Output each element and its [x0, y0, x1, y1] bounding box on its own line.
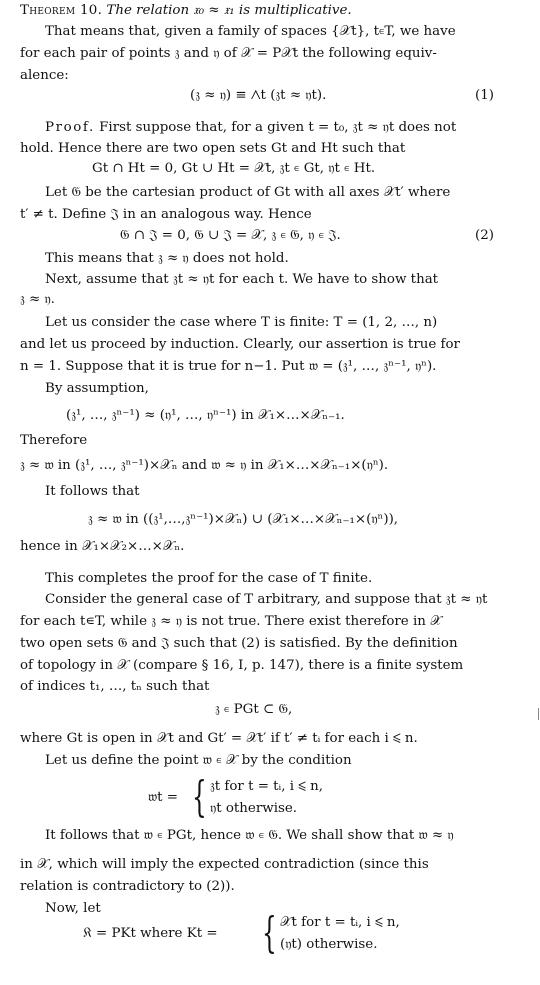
text-line: t′ ≠ t. Define 𝔍 in an analogous way. Hence	[20, 207, 312, 222]
text-line: Let us consider the case where T is finite: T = (1, 2, …, n)	[45, 315, 438, 330]
equation-k-lhs: 𝔎 = PKt where Kt =	[83, 926, 218, 941]
equation-point-case-2: 𝔶t otherwise.	[210, 801, 298, 816]
equation-2: 𝔊 ∩ 𝔍 = 0, 𝔊 ∪ 𝔍 = 𝒳, 𝔷 ∊ 𝔊, 𝔶 ∊ 𝔍.	[120, 228, 341, 243]
text-line: Now, let	[45, 901, 101, 916]
text-line: for each pair of points 𝔷 and 𝔶 of 𝒳 = P𝒳t the following equiv-	[20, 46, 437, 61]
left-brace: {	[192, 772, 207, 821]
text-line: That means that, given a family of spaces {𝒳t}, t∊T, we have	[45, 24, 456, 39]
text-line: where Gt is open in 𝒳t and Gt′ = 𝒳t′ if t′ ≠ tᵢ for each i ⩽ n.	[20, 731, 418, 746]
equation-number: (1)	[475, 88, 494, 103]
equation-assumption: (𝔷¹, …, 𝔷ⁿ⁻¹) ≈ (𝔶¹, …, 𝔶ⁿ⁻¹) in 𝒳₁×…×𝒳ₙ₋₁.	[66, 408, 345, 423]
margin-mark	[538, 708, 539, 720]
text-line: 𝔷 ≈ 𝔶.	[20, 292, 55, 307]
equation-number: (2)	[475, 228, 494, 243]
proof-line	[45, 121, 456, 134]
text-line: two open sets 𝔊 and 𝔍 such that (2) is satisfied. By the definition	[20, 636, 458, 651]
text-line: First suppose that, for a given t = t₀, 𝔷t ≈ 𝔶t does not	[99, 120, 457, 135]
theorem-heading	[20, 4, 352, 17]
text-line: for each t∊T, while 𝔷 ≈ 𝔶 is not true. There exist therefore in 𝒳	[20, 614, 442, 629]
equation-open-sets: Gt ∩ Ht = 0, Gt ∪ Ht = 𝒳t, 𝔷t ∊ Gt, 𝔶t ∊ Ht.	[92, 161, 376, 176]
text-line: relation is contradictory to (2)).	[20, 879, 235, 894]
equation-union: 𝔷 ≈ 𝔴 in ((𝔷¹,…,𝔷ⁿ⁻¹)×𝒳ₙ) ∪ (𝒳₁×…×𝒳ₙ₋₁×(𝔶ⁿ)),	[88, 512, 399, 527]
text-line: in 𝒳, which will imply the expected contradiction (since this	[20, 857, 429, 872]
text-line: Next, assume that 𝔷t ≈ 𝔶t for each t. We have to show that	[45, 272, 439, 287]
text-line: Therefore	[20, 433, 88, 448]
text-line: hence in 𝒳₁×𝒳₂×…×𝒳ₙ.	[20, 539, 185, 554]
theorem-label: Theorem 10.	[20, 3, 103, 18]
text-line: Let 𝔊 be the cartesian product of Gt with all axes 𝒳t′ where	[45, 185, 451, 200]
text-line: It follows that 𝔴 ∊ PGt, hence 𝔴 ∊ 𝔊. We shall show that 𝔴 ≈ 𝔶	[45, 828, 454, 843]
proof-label: Proof.	[45, 120, 95, 135]
text-line: This means that 𝔷 ≈ 𝔶 does not hold.	[45, 251, 289, 266]
equation-therefore: 𝔷 ≈ 𝔴 in (𝔷¹, …, 𝔷ⁿ⁻¹)×𝒳ₙ and 𝔴 ≈ 𝔶 in 𝒳₁×…×𝒳ₙ₋₁×(𝔶ⁿ).	[20, 458, 389, 473]
equation-point-case-1: 𝔷t for t = tᵢ, i ⩽ n,	[210, 779, 323, 794]
equation-product-subset: 𝔷 ∊ PGt ⊂ 𝔊,	[215, 702, 293, 717]
text-line: By assumption,	[45, 381, 149, 396]
theorem-statement: The relation 𝔵₀ ≈ 𝔵₁ is multiplicative.	[106, 3, 352, 18]
text-line: hold. Hence there are two open sets Gt and Ht such that	[20, 141, 406, 156]
text-line: and let us proceed by induction. Clearly, our assertion is true for	[20, 337, 460, 352]
equation-k-case-1: 𝒳t for t = tᵢ, i ⩽ n,	[280, 915, 400, 930]
equation-k-case-2: (𝔶t) otherwise.	[280, 937, 378, 952]
left-brace: {	[262, 908, 277, 957]
text-line: n = 1. Suppose that it is true for n−1. Put 𝔴 = (𝔷¹, …, 𝔷ⁿ⁻¹, 𝔶ⁿ).	[20, 359, 437, 374]
equation-point-lhs: 𝔴t =	[148, 790, 179, 805]
text-line: This completes the proof for the case of T finite.	[45, 571, 373, 586]
text-line: alence:	[20, 68, 69, 83]
equation-1: (𝔷 ≈ 𝔶) ≡ ⋀t (𝔷t ≈ 𝔶t).	[190, 88, 327, 103]
text-line: Consider the general case of T arbitrary, and suppose that 𝔷t ≈ 𝔶t	[45, 592, 488, 607]
text-line: of indices t₁, …, tₙ such that	[20, 679, 210, 694]
text-line: Let us define the point 𝔴 ∊ 𝒳 by the condition	[45, 753, 352, 768]
text-line: It follows that	[45, 484, 140, 499]
text-line: of topology in 𝒳 (compare § 16, I, p. 147), there is a finite system	[20, 658, 464, 673]
